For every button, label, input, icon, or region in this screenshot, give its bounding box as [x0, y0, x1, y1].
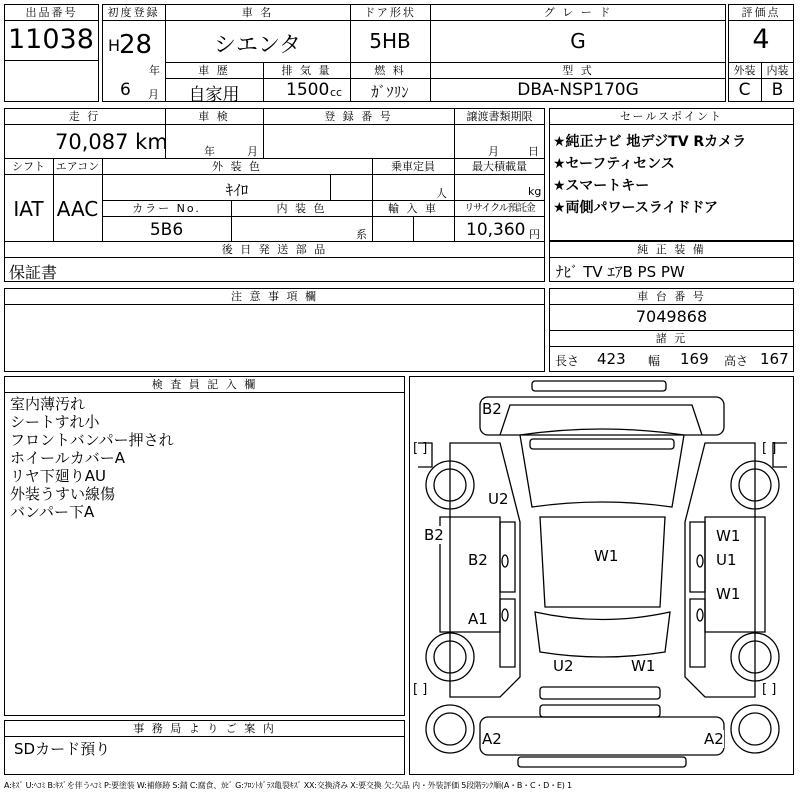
history: 自家用: [188, 85, 240, 105]
mark-left-fender: U2: [488, 490, 509, 508]
mark-left-rear-door: A1: [468, 610, 488, 628]
car-outline: [410, 377, 795, 776]
mark-rear-bumper-right: A2: [704, 730, 724, 748]
month-unit: 月: [148, 88, 159, 101]
displacement: 1500: [286, 80, 330, 100]
mileage: 70,087 km: [55, 130, 168, 154]
notes-label: 注 意 事 項 欄: [231, 290, 318, 303]
mark-right-front: W1: [716, 527, 741, 545]
lot-number-label: 出品番号: [25, 6, 78, 19]
color-no-label: カラー No.: [132, 202, 201, 215]
equipment-label: 純 正 装 備: [637, 243, 706, 256]
model: DBA-NSP170G: [517, 80, 639, 100]
inspector-note-5: リヤ下廻りAU: [10, 467, 106, 485]
reg-number-label: 登 録 番 号: [324, 110, 393, 123]
inspector-note-3: フロントバンパー押され: [10, 431, 174, 449]
transfer-month-unit: 月: [488, 145, 499, 158]
selling-point-2: ★セーフティセンス: [553, 156, 675, 172]
mark-rear-bumper-left: A2: [482, 730, 502, 748]
displacement-label: 排 気 量: [281, 64, 332, 77]
selling-point-3: ★スマートキー: [553, 178, 650, 194]
int-color-unit: 系: [356, 228, 367, 241]
door-type: 5HB: [369, 29, 411, 53]
mark-rear-right: W1: [631, 657, 656, 675]
era: H: [108, 36, 121, 55]
car-name-label: 車 名: [241, 6, 274, 19]
score: 4: [752, 24, 770, 55]
capacity-label: 乗車定員: [391, 160, 435, 173]
length-label: 長さ: [555, 354, 580, 368]
door-label: ドア形状: [364, 6, 416, 19]
first-reg-label: 初度登録: [107, 6, 160, 19]
history-label: 車 歴: [198, 64, 230, 77]
ac: AAC: [56, 197, 99, 221]
recycle-amount: 10,360: [466, 220, 526, 240]
grade: G: [570, 29, 586, 53]
inspector-note-6: 外装うすい線傷: [10, 485, 116, 503]
later-parts-label: 後 日 発 送 部 品: [221, 243, 328, 256]
selling-points-label: セールスポイント: [619, 110, 723, 123]
mirror-bracket-left: [ ]: [413, 441, 428, 456]
mark-rear-left: U2: [553, 657, 574, 675]
transfer-label: 譲渡書類期限: [466, 110, 533, 123]
int-color-label: 内 装 色: [276, 202, 327, 215]
inspection-month-unit: 月: [247, 145, 258, 158]
rear-bracket-left: [ ]: [413, 682, 428, 697]
height-label: 高さ: [724, 354, 749, 368]
height-value: 167: [760, 350, 789, 368]
fuel: ｶﾞｿﾘﾝ: [371, 83, 409, 101]
transfer-day-unit: 日: [528, 145, 539, 158]
model-label: 型 式: [562, 64, 594, 77]
interior-grade: B: [771, 80, 784, 100]
dimensions-label: 諸 元: [655, 332, 688, 345]
capacity-unit: 人: [436, 187, 447, 200]
mark-roof: W1: [594, 547, 619, 565]
chassis-label: 車 台 番 号: [637, 290, 706, 303]
ac-label: エアコン: [55, 160, 100, 173]
car-diagram: [409, 376, 794, 775]
load-label: 最大積載量: [472, 160, 527, 173]
mark-left-side: B2: [424, 526, 444, 544]
mirror-bracket-right: [ ]: [762, 441, 777, 456]
reg-month: 6: [120, 80, 131, 100]
office-label: 事 務 局 よ り ご 案 内: [133, 722, 276, 735]
mark-left-front-door: B2: [468, 551, 488, 569]
shift-label: シフト: [12, 160, 45, 173]
lot-number: 11038: [8, 24, 94, 55]
car-name: シエンタ: [213, 33, 302, 58]
import-label: 輸 入 車: [388, 202, 438, 215]
shift: IAT: [13, 197, 44, 221]
selling-point-1: ★純正ナビ 地デジTV Rカメラ: [553, 134, 747, 150]
mileage-label: 走 行: [68, 110, 101, 123]
inspector-note-1: 室内薄汚れ: [10, 395, 86, 413]
mark-front-bumper: B2: [482, 400, 502, 418]
recycle-label: リサイクル預託金: [464, 203, 535, 214]
grade-label: グ レ ー ド: [543, 6, 613, 19]
width-value: 169: [680, 350, 709, 368]
length-value: 423: [597, 350, 626, 368]
load-unit: kg: [528, 185, 542, 198]
inspector-note-2: シートすれ小: [10, 413, 100, 431]
exterior-label: 外装: [733, 64, 756, 77]
year-unit: 年: [149, 64, 160, 77]
inspector-label: 検 査 員 記 入 欄: [151, 378, 258, 391]
office-note: SDカード預り: [14, 740, 111, 758]
exterior-color: ｷｲﾛ: [225, 181, 249, 199]
color-label: 外 装 色: [212, 160, 262, 173]
chassis-number: 7049868: [635, 307, 708, 326]
later-parts: 保証書: [9, 263, 58, 282]
equipment-value: ﾅﾋﾞ TV ｴｱB PS PW: [556, 263, 685, 281]
score-label: 評価点: [741, 6, 781, 19]
rear-bracket-right: [ ]: [762, 682, 777, 697]
color-no: 5B6: [149, 220, 184, 240]
exterior-grade: C: [738, 80, 751, 100]
interior-label: 内装: [766, 64, 789, 77]
displacement-unit: cc: [330, 86, 343, 99]
inspection-year-unit: 年: [204, 145, 215, 158]
inspection-label: 車 検: [198, 110, 230, 123]
mark-right-door: U1: [716, 551, 737, 569]
inspector-note-7: バンパー下A: [10, 503, 95, 521]
mark-right-rear-door: W1: [716, 585, 741, 603]
reg-year: 28: [119, 30, 153, 60]
recycle-unit: 円: [529, 228, 540, 241]
legend: A:ｷｽﾞ U:ﾍｺﾐ B:ｷｽﾞを伴うﾍｺﾐ P:要塗装 W:補修跡 S:錆 C:腐食、ｶﾋﾞ G:ﾌﾛﾝﾄｶﾞﾗｽ亀裂ｷｽﾞ XX:交換済み X:要交換 欠:欠品 内・外装評価 5段階ﾗﾝｸ順(A・B・C・D・E) 1: [4, 781, 572, 790]
width-label: 幅: [648, 354, 661, 368]
inspector-note-4: ホイールカバーA: [10, 449, 125, 467]
selling-point-4: ★両側パワースライドドア: [553, 200, 719, 216]
fuel-label: 燃 料: [374, 64, 406, 77]
